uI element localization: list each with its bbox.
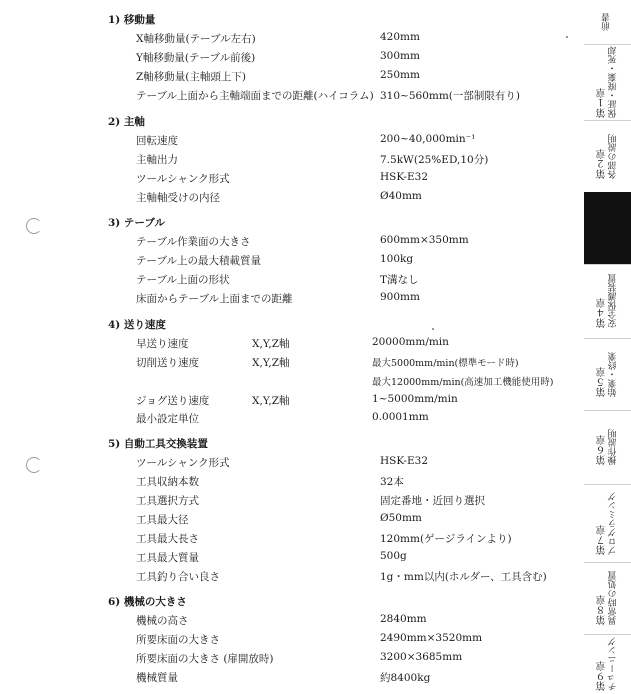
tab-number: 第９章 <box>596 661 608 691</box>
spec-value: HSK-E32 <box>380 455 429 467</box>
scan-speck <box>432 328 434 330</box>
tab-chapter-4[interactable] <box>584 264 631 339</box>
tab-chapter-6[interactable] <box>584 410 631 485</box>
spec-value: 20000mm/min <box>372 336 449 348</box>
spec-value: 250mm <box>380 69 420 81</box>
spec-value: 300mm <box>380 50 420 62</box>
spec-value: 0.0001mm <box>372 411 429 423</box>
chapter-index-tabs <box>584 0 631 694</box>
spec-axes: X,Y,Z軸 <box>252 357 290 369</box>
tab-number: 第５章 <box>596 366 608 397</box>
section-title-feedrate: 4) 送り速度 <box>108 319 166 331</box>
tab-label: 始業・終業 <box>608 351 619 397</box>
spec-label: 工具釣り合い良さ <box>136 571 220 583</box>
spec-value: T溝なし <box>380 274 419 286</box>
spec-value: 7.5kW(25%ED,10分) <box>380 154 489 166</box>
tab-label: 各部の説明 <box>608 133 619 179</box>
spec-value: 1g・mm以内(ホルダー、工具含む) <box>380 571 547 583</box>
spec-label: ジョグ送り速度 <box>136 395 210 407</box>
spec-value: HSK-E32 <box>380 171 429 183</box>
spec-value: 2840mm <box>380 613 427 625</box>
spec-value: 3200×3685mm <box>380 651 463 663</box>
tab-number: 第１章 <box>596 88 608 118</box>
spec-label: テーブル上面から主軸端面までの距離(ハイコラム) <box>136 90 374 102</box>
spec-label: ツールシャンク形式 <box>136 457 230 469</box>
tab-number: 第７章 <box>596 524 608 555</box>
tab-label: 異常時の処置 <box>608 571 619 625</box>
spec-value: 900mm <box>380 291 420 303</box>
spec-label: 最小設定単位 <box>136 413 199 425</box>
spec-value: 最大12000mm/min(高速加工機能使用時) <box>372 377 554 388</box>
spec-label: テーブル上の最大積載質量 <box>136 255 262 267</box>
spec-value: 600mm×350mm <box>380 234 469 246</box>
spec-label: 所要床面の大きさ (扉開放時) <box>136 653 274 665</box>
spec-value: 420mm <box>380 31 420 43</box>
tab-preface[interactable] <box>584 0 631 45</box>
spec-value: 32本 <box>380 476 404 488</box>
tab-label: 安全保護装置 <box>608 274 619 328</box>
spec-label: 工具選択方式 <box>136 495 199 507</box>
tab-label: 操作説明 <box>608 429 619 465</box>
tab-chapter-7[interactable] <box>584 484 631 563</box>
spec-value: 500g <box>380 550 407 562</box>
punch-hole-mark <box>26 218 42 234</box>
spec-value: 100kg <box>380 253 414 265</box>
spec-label: 床面からテーブル上面までの距離 <box>136 293 293 305</box>
tab-chapter-1[interactable] <box>584 44 631 121</box>
spec-value: 1~5000mm/min <box>372 393 458 405</box>
section-title-atc: 5) 自動工具交換装置 <box>108 438 208 450</box>
spec-value: Ø50mm <box>380 512 422 524</box>
tab-label: 保証・廃棄・死却 <box>608 46 619 118</box>
scan-speck <box>566 36 568 38</box>
spec-label: Y軸移動量(テーブル前後) <box>136 52 256 64</box>
tab-chapter-9[interactable] <box>584 634 631 694</box>
spec-label: 早送り速度 <box>136 338 189 350</box>
tab-number: 第２章 <box>596 148 608 179</box>
tab-label: プログラミング <box>608 491 619 555</box>
spec-label: 所要床面の大きさ <box>136 634 220 646</box>
punch-hole-mark <box>26 457 42 473</box>
spec-value: 約8400kg <box>380 672 431 684</box>
spec-axes: X,Y,Z軸 <box>252 338 290 350</box>
tab-chapter-5[interactable] <box>584 338 631 411</box>
tab-chapter-3-active[interactable] <box>584 192 631 265</box>
spec-label: 切削送り速度 <box>136 357 199 369</box>
spec-value: 310~560mm(一部制限有り) <box>380 90 520 102</box>
spec-label: 機械の高さ <box>136 615 189 627</box>
tab-number: 第６章 <box>596 435 608 465</box>
tab-label: チューニング <box>608 637 619 691</box>
tab-chapter-8[interactable] <box>584 562 631 635</box>
tab-label: 前書 <box>602 13 613 31</box>
spec-label: X軸移動量(テーブル左右) <box>136 33 256 45</box>
spec-label: 工具最大質量 <box>136 552 199 564</box>
spec-label: 回転速度 <box>136 135 178 147</box>
spec-label: ツールシャンク形式 <box>136 173 230 185</box>
spec-value: 120mm(ゲージラインより) <box>380 533 512 545</box>
spec-value: 最大5000mm/min(標準モード時) <box>372 358 519 369</box>
section-title-spindle: 2) 主軸 <box>108 116 145 128</box>
tab-number: 第８章 <box>596 595 608 625</box>
spec-label: 主軸軸受けの内径 <box>136 192 220 204</box>
spec-label: テーブル上面の形状 <box>136 274 230 286</box>
spec-label: 機械質量 <box>136 672 178 684</box>
spec-value: 200~40,000min⁻¹ <box>380 133 476 145</box>
section-title-travel: 1) 移動量 <box>108 14 156 26</box>
section-title-machine-size: 6) 機械の大きさ <box>108 596 187 608</box>
tab-number: 第４章 <box>596 298 608 328</box>
spec-axes: X,Y,Z軸 <box>252 395 290 407</box>
spec-label: 工具収納本数 <box>136 476 199 488</box>
section-title-table: 3) テーブル <box>108 217 165 229</box>
spec-label: テーブル作業面の大きさ <box>136 236 251 248</box>
spec-value: 2490mm×3520mm <box>380 632 483 644</box>
spec-label: 主軸出力 <box>136 154 178 166</box>
spec-value: Ø40mm <box>380 190 422 202</box>
spec-label: 工具最大長さ <box>136 533 199 545</box>
spec-label: Z軸移動量(主軸頭上下) <box>136 71 246 83</box>
spec-value: 固定番地・近回り選択 <box>380 495 485 507</box>
spec-label: 工具最大径 <box>136 514 189 526</box>
tab-chapter-2[interactable] <box>584 120 631 193</box>
